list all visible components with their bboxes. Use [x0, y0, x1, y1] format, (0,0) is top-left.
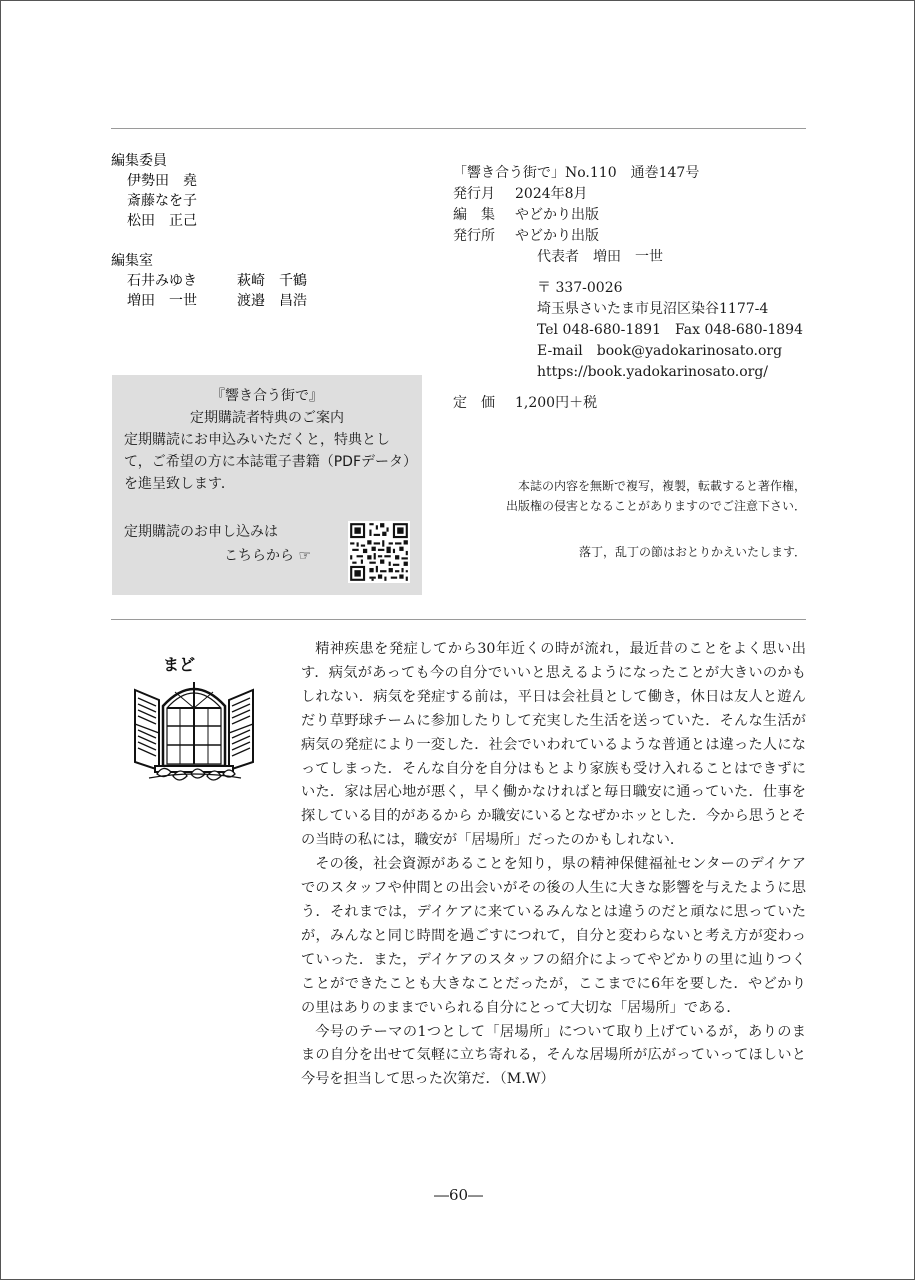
- price-label: 定 価: [453, 395, 495, 411]
- published-line: [453, 184, 813, 205]
- subscription-link-text[interactable]: こちらから ☞: [224, 548, 312, 564]
- price-value: 1,200円＋税: [515, 395, 598, 411]
- misprint-notice: 落丁，乱丁の節はおとりかえいたします．: [578, 545, 806, 559]
- committee-member: 斎藤なを子: [127, 193, 197, 209]
- office-member: 萩崎 千鶴: [237, 273, 307, 289]
- subscription-footer: 定期購読のお申し込みは: [124, 524, 278, 540]
- website-url[interactable]: https://book.yadokarinosato.org/: [537, 364, 768, 380]
- published-label: 発行月: [453, 186, 495, 202]
- representative: 代表者 増田 一世: [537, 249, 663, 265]
- editor-line: [453, 205, 813, 226]
- publisher-line: [453, 226, 813, 247]
- office-heading: 編集室: [111, 253, 153, 269]
- subscription-box: [112, 375, 422, 595]
- qr-code-icon[interactable]: [348, 521, 410, 583]
- subscription-title-line: 定期購読者特典のご案内: [190, 410, 344, 426]
- email[interactable]: E-mail book@yadokarinosato.org: [537, 343, 783, 359]
- office-member: 増田 一世: [127, 293, 197, 309]
- publisher-label: 発行所: [453, 228, 495, 244]
- window-illustration-icon: [129, 646, 259, 786]
- office-member: 渡邉 昌浩: [237, 293, 307, 309]
- colophon: [453, 163, 813, 414]
- office-row: [111, 291, 441, 311]
- subscription-title-line: 『響き合う街で』: [211, 388, 323, 404]
- essay-paragraph: その後，社会資源があることを知り，県の精神保健福祉センターのデイケアでのスタッフや仲間との出会いがその後の人生に大きな影響を与えたように思う．それまでは，デイケアに来ているみんなとは違うのだと頑なに思っていたが，みんなと同じ時間を過ごすにつれて，自分と変わらないと考え方が変わっていった．また，デイケアのスタッフの紹介によってやどかりの里に辿りつくことができたことも大きなことだったが，ここまでに6年を要した．やどかりの里はありのままでいられる自分にとって大切な「居場所」である．: [301, 856, 806, 1016]
- publisher-value: やどかり出版: [515, 228, 599, 244]
- illustration-caption: まど: [163, 655, 196, 674]
- editors-block: [111, 151, 441, 311]
- published-value: 2024年8月: [515, 186, 588, 202]
- issue-line: 「響き合う街で」No.110 通巻147号: [453, 165, 700, 181]
- tel-fax: Tel 048-680-1891 Fax 048-680-1894: [537, 322, 803, 338]
- page-number: ―60―: [433, 1186, 484, 1204]
- copyright-notice: [431, 476, 806, 516]
- essay-body: [301, 638, 806, 1092]
- committee-member: 松田 正己: [127, 213, 197, 229]
- committee-heading: 編集委員: [111, 153, 167, 169]
- essay-paragraph: 今号のテーマの1つとして「居場所」について取り上げているが，ありのままの自分を出せて気軽に立ち寄れる，そんな居場所が広がっていってほしいと今号を担当して思った次第だ．（M.W）: [301, 1023, 806, 1088]
- notice-line: 本誌の内容を無断で複写，複製，転載すると著作権，: [517, 479, 806, 493]
- address: 埼玉県さいたま市見沼区染谷1177-4: [537, 301, 769, 317]
- subscription-body: 定期購読にお申込みいただくと，特典として，ご希望の方に本誌電子書籍（PDFデータ）を進呈致します．: [124, 432, 410, 492]
- editor-label: 編 集: [453, 207, 495, 223]
- office-row: [111, 271, 441, 291]
- essay-paragraph: 精神疾患を発症してから30年近くの時が流れ，最近昔のことをよく思い出す．病気があっても今の自分でいいと思えるようになったことが大きいのかもしれない．病気を発症する前は，平日は会社員として働き，休日は友人と遊んだり草野球チームに参加したりして充実した生活を送っていた．そんな生活が病気の発症により一変した．社会でいわれているような普通とは違った人になってしまった．そんな自分を自分はもとより家族も受け入れることはできずにいた．家は居心地が悪く，早く働かなければと毎日職安に通っていた．仕事を探している目的があるから か職安にいるとなぜかホッとした．今から思うとその当時の私には，職安が「居場所」だったのかもしれない．: [301, 641, 806, 849]
- postal-code: 〒 337-0026: [537, 280, 623, 296]
- editor-value: やどかり出版: [515, 207, 599, 223]
- price-line: [453, 393, 813, 414]
- notice-line: 出版権の侵害となることがありますのでご注意下さい．: [505, 499, 806, 513]
- top-rule: [111, 128, 806, 129]
- committee-member: 伊勢田 堯: [127, 173, 197, 189]
- middle-rule: [111, 619, 806, 620]
- office-member: 石井みゆき: [127, 273, 197, 289]
- subscription-title: [112, 385, 422, 429]
